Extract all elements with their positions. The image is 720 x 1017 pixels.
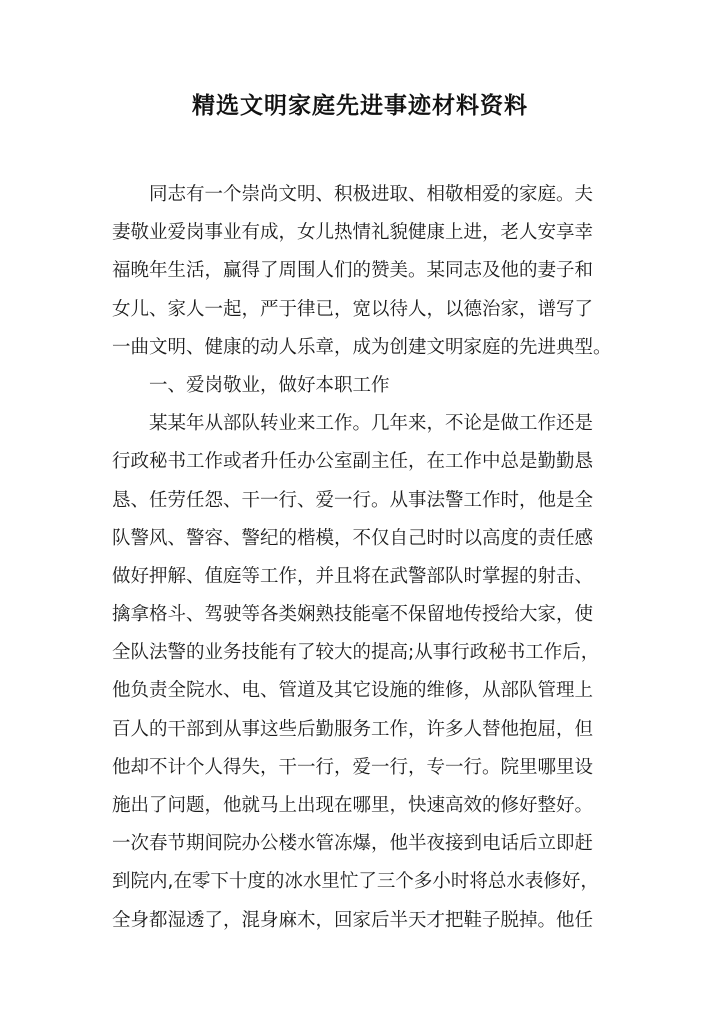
paragraph-line: 妻敬业爱岗事业有成，女儿热情礼貌健康上进，老人安享幸	[112, 222, 594, 244]
paragraph-line: 女儿、家人一起，严于律已，宽以待人，以德治家，谱写了	[112, 298, 594, 320]
paragraph-line: 全队法警的业务技能有了较大的提高;从事行政秘书工作后，	[112, 642, 600, 664]
paragraph-line: 一次春节期间院办公楼水管冻爆，他半夜接到电话后立即赶	[112, 833, 594, 855]
paragraph-line: 百人的干部到从事这些后勤服务工作，许多人替他抱屈，但	[112, 718, 594, 740]
section-heading: 一、爱岗敬业，做好本职工作	[149, 374, 390, 396]
paragraph-line: 某某年从部队转业来工作。几年来，不论是做工作还是	[149, 413, 594, 435]
paragraph-line: 到院内,在零下十度的冰水里忙了三个多小时将总水表修好，	[112, 871, 599, 893]
paragraph-line: 施出了问题，他就马上出现在哪里，快速高效的修好整好。	[112, 795, 594, 816]
paragraph-line: 他却不计个人得失，干一行，爱一行，专一行。院里哪里设	[112, 756, 594, 778]
paragraph-line: 擒拿格斗、驾驶等各类娴熟技能毫不保留地传授给大家，使	[112, 604, 594, 626]
paragraph-line: 做好押解、值庭等工作，并且将在武警部队时掌握的射击、	[112, 565, 594, 587]
paragraph-line: 行政秘书工作或者升任办公室副主任，在工作中总是勤勤恳	[112, 451, 594, 473]
document-title: 精选文明家庭先进事迹材料资料	[192, 93, 528, 119]
document-body	[112, 176, 612, 940]
paragraph-line: 恳、任劳任怨、干一行、爱一行。从事法警工作时，他是全	[112, 489, 594, 511]
paragraph-line: 他负责全院水、电、管道及其它设施的维修，从部队管理上	[112, 680, 594, 702]
paragraph-line: 一曲文明、健康的动人乐章，成为创建文明家庭的先进典型。	[112, 336, 612, 358]
paragraph-line: 同志有一个崇尚文明、积极进取、相敬相爱的家庭。夫	[149, 184, 594, 205]
paragraph-line: 全身都湿透了，混身麻木，回家后半天才把鞋子脱掉。他任	[112, 909, 594, 931]
paragraph-line: 福晚年生活，赢得了周围人们的赞美。某同志及他的妻子和	[112, 260, 594, 282]
paragraph-line: 队警风、警容、警纪的楷模，不仅自己时时以高度的责任感	[112, 527, 594, 549]
